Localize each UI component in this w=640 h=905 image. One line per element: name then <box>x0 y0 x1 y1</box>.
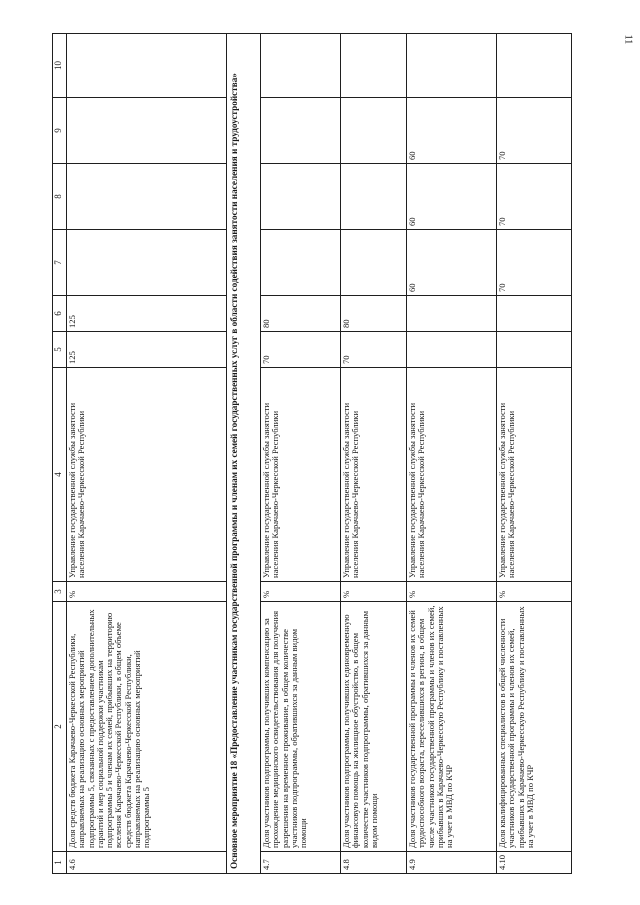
unit: % <box>261 582 341 602</box>
value-cell <box>261 164 341 230</box>
value-cell <box>341 34 407 98</box>
row-number: 4.6 <box>67 852 227 874</box>
value-cell <box>67 230 227 296</box>
section-title: Основное мероприятие 18 «Предоставление участникам государственной программы и членам их семей государственных услуг в области содействия занятости населения и трудоустройства» <box>227 34 261 874</box>
value-cell <box>67 98 227 164</box>
value-cell <box>341 164 407 230</box>
indicator-name: Доля средств бюджета Карачаево-Черкесской Республики, направляемых на реализацию основных мероприятий подпрограммы 5, связанных с предоставлением дополнительных гарантий и мер социальной поддержки участникам подпрограммы 5 и членам их семей, прибывших на территорию вселения Карачаево-Черкесской Республики, в общем объеме средств бюджета Карачаево-Черкесской Республики, направляемых на реализацию основных мероприятий подпрограммы 5 <box>67 602 227 852</box>
header-cell: 3 <box>53 582 67 602</box>
unit: % <box>497 582 572 602</box>
executor: Управление государственной службы занятости населения Карачаево-Черкесской Республики <box>407 368 497 582</box>
header-cell: 10 <box>53 34 67 98</box>
unit: % <box>407 582 497 602</box>
row-number: 4.8 <box>341 852 407 874</box>
header-cell: 5 <box>53 332 67 368</box>
value-cell <box>497 296 572 332</box>
header-row <box>53 34 67 874</box>
value-cell <box>407 34 497 98</box>
value-cell: 60 <box>407 230 497 296</box>
page-number: 11 <box>622 34 634 45</box>
header-cell: 8 <box>53 164 67 230</box>
indicators-table <box>52 33 572 874</box>
table-row <box>407 34 497 874</box>
executor: Управление государственной службы занятости населения Карачаево-Черкесской Республики <box>67 368 227 582</box>
value-cell <box>67 34 227 98</box>
value-cell <box>261 34 341 98</box>
table-row <box>261 34 341 874</box>
table-row <box>497 34 572 874</box>
value-cell: 80 <box>261 296 341 332</box>
section-row <box>227 34 261 874</box>
value-cell <box>497 332 572 368</box>
header-cell: 1 <box>53 852 67 874</box>
unit: % <box>67 582 227 602</box>
table-row <box>67 34 227 874</box>
value-cell: 70 <box>261 332 341 368</box>
executor: Управление государственной службы занятости населения Карачаево-Черкесской Республики <box>341 368 407 582</box>
rotated-table-container <box>52 34 597 874</box>
value-cell <box>407 296 497 332</box>
header-cell: 6 <box>53 296 67 332</box>
value-cell: 70 <box>497 230 572 296</box>
indicator-name: Доля участников государственной программы и членов их семей трудоспособного возраста, переселившихся в регион, в общем числе участников государственной программы и членов их семей, прибывших в Карачаево-Черкесскую Республику и поставленных на учет в МВД по КЧР <box>407 602 497 852</box>
value-cell: 70 <box>497 98 572 164</box>
indicator-name: Доля квалифицированных специалистов в общей численности участников государственной программы и членов их семей, прибывших в Карачаево-Черкесскую Республику и поставленных на учет в МВД по КЧР <box>497 602 572 852</box>
value-cell <box>67 164 227 230</box>
row-number: 4.7 <box>261 852 341 874</box>
table-row <box>341 34 407 874</box>
executor: Управление государственной службы занятости населения Карачаево-Черкесской Республики <box>497 368 572 582</box>
executor: Управление государственной службы занятости населения Карачаево-Черкесской Республики <box>261 368 341 582</box>
value-cell <box>341 98 407 164</box>
value-cell <box>341 230 407 296</box>
value-cell <box>261 230 341 296</box>
value-cell: 60 <box>407 164 497 230</box>
value-cell <box>497 34 572 98</box>
header-cell: 7 <box>53 230 67 296</box>
value-cell: 70 <box>341 332 407 368</box>
value-cell: 80 <box>341 296 407 332</box>
value-cell: 60 <box>407 98 497 164</box>
indicator-name: Доля участников подпрограммы, получивших компенсацию за прохождение медицинского освидетельствования для получения разрешения на временное проживание, в общем количестве участников подпрограммы, обратившихся за данным видом помощи <box>261 602 341 852</box>
row-number: 4.10 <box>497 852 572 874</box>
header-cell: 9 <box>53 98 67 164</box>
header-cell: 2 <box>53 602 67 852</box>
row-number: 4.9 <box>407 852 497 874</box>
value-cell: 125 <box>67 332 227 368</box>
value-cell: 70 <box>497 164 572 230</box>
header-cell: 4 <box>53 368 67 582</box>
unit: % <box>341 582 407 602</box>
value-cell: 125 <box>67 296 227 332</box>
value-cell <box>407 332 497 368</box>
indicator-name: Доля участников подпрограммы, получивших единовременную финансовую помощь на жилищное обустройство, в общем количестве участников подпрограммы, обратившихся за данным видом помощи <box>341 602 407 852</box>
value-cell <box>261 98 341 164</box>
